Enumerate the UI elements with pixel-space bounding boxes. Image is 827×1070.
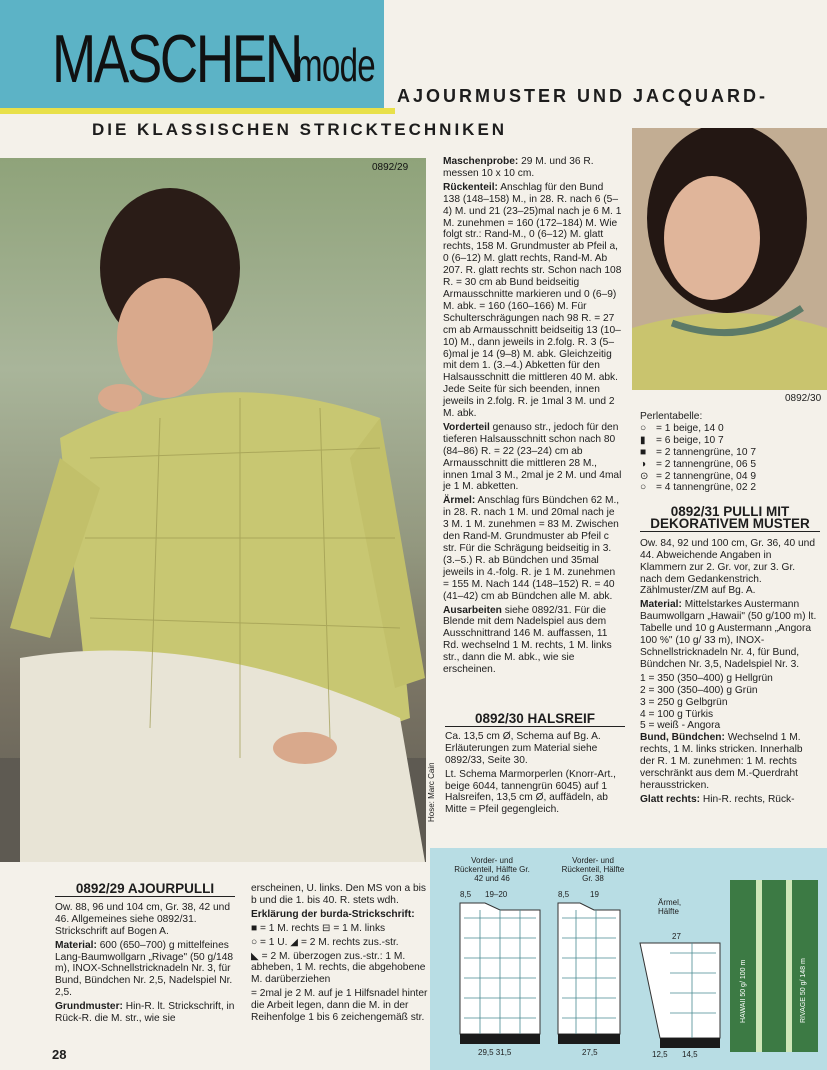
halsreif-section bbox=[445, 713, 625, 818]
page-number: 28 bbox=[52, 1047, 67, 1062]
pulli29-intro: Ow. 88, 96 und 104 cm, Gr. 38, 42 und 46. Allgemeines siehe 0892/31. Strickschrift auf Bogen A. bbox=[55, 901, 230, 937]
finishing-paragraph: Ausarbeiten siehe 0892/31. Für die Blende mit dem Nadelspiel aus dem Ausschnittrand 146 M. auffassen, 11 Rd. wechselnd 1 M. rechts, 1 M. links str., dann die M. abk., wie sie erscheinen. bbox=[443, 604, 612, 676]
pulli31-title-1: 0892/31 PULLI MIT bbox=[670, 504, 790, 519]
legend-title: Erklärung der burda-Strickschrift: bbox=[251, 908, 415, 920]
yarn-swatch-label-2: RIVAGE 50 g/ 148 m bbox=[800, 958, 807, 1023]
model-photo-main bbox=[0, 158, 426, 862]
pulli31-section bbox=[640, 506, 820, 808]
pearl-row: ○ = 4 tannengrüne, 02 2 bbox=[640, 482, 756, 494]
diagram-label-3: Ärmel, Hälfte bbox=[658, 898, 682, 916]
pearl-table bbox=[640, 411, 820, 494]
yarn-item: 2 = 300 (350–400) g Grün bbox=[640, 684, 758, 696]
photo-code: 0892/29 bbox=[372, 162, 409, 173]
dim-label: 8,5 bbox=[460, 890, 472, 899]
magazine-title bbox=[52, 20, 375, 98]
pulli29-section bbox=[55, 883, 235, 1027]
masthead-rule bbox=[0, 108, 395, 114]
yarn-list bbox=[640, 673, 820, 733]
legend-section bbox=[251, 883, 429, 1026]
pulli31-title-2: DEKORATIVEM MUSTER bbox=[640, 518, 820, 532]
pulli29-material: Material: 600 (650–700) g mittelfeines Lang-Baumwollgarn „Rivage" (50 g/148 m), INOX-Schnellstricknadeln Nr. 3, für Bund, Bündchen Nr. 2,5, Nadelspiel Nr. 2,5. bbox=[55, 939, 234, 999]
dim-label: 27 bbox=[672, 932, 681, 941]
halsreif-text: Ca. 13,5 cm Ø, Schema auf Bg. A. Erläuterungen zum Material siehe 0892/33, Seite 30. bbox=[445, 730, 601, 766]
back-paragraph: Rückenteil: Anschlag für den Bund 138 (148–158) M., in 28. R. nach 6 (5–4) M. und 21 (23–25)mal nach je 6 M. 1 M. zunehmen = 160 (172–184) M. Wie folgt str.: Rand-M., 0 (6–12) M. glatt rechts, 158 M. Grundmuster ab Pfeil a, 0 (6–12) M. glatt rechts, Rand-M. Ab 207. R. glatt rechts str. Schon nach 108 R. = 30 cm ab Bund beidseitig Armausschnitte markieren und 0 (6–9) M. abk. = 160 (160–166) M. Für Schulterschrägungen nach 98 R. = 27 cm ab Armausschnitt beidseitig 13 (10–10) M., dann jeweils in 2.folg. R. 3 (5–6)mal je 14 (9–8) M. abk. Gleichzeitig mit dem 1. (3.–4.) Abketten für den Halsausschnitt die mittleren 40 M. abk. Jede Seite für sich beenden, innen jeweils in 2.folg. R. je 1mal 3 M. und 2 M. abk. bbox=[443, 181, 622, 420]
front-paragraph: Vorderteil genauso str., jedoch für den tieferen Halsausschnitt schon nach 80 (84–86) R. = 22 (23–24) cm ab Armausschnitt die mittleren 28 M., innen 1mal 3 M., 2mal je 2 M. und 4mal je 1 M. abketten. bbox=[443, 421, 622, 493]
dim-label: 8,5 bbox=[558, 890, 570, 899]
title-small: mode bbox=[295, 39, 375, 91]
model-photo-side bbox=[632, 128, 827, 390]
schematic-diagrams bbox=[430, 848, 827, 1070]
headline: AJOURMUSTER UND JACQUARD- bbox=[397, 86, 769, 106]
pearl-row: ▮ = 6 beige, 10 7 bbox=[640, 434, 724, 446]
pearl-row: ■ = 2 tannengrüne, 10 7 bbox=[640, 446, 756, 458]
gauge-paragraph: Maschenprobe: 29 M. und 36 R. messen 10 x 10 cm. bbox=[443, 156, 594, 179]
dim-label: 29,5 31,5 bbox=[478, 1048, 512, 1057]
yarn-item: 4 = 100 g Türkis bbox=[640, 708, 714, 720]
dim-label: 27,5 bbox=[582, 1048, 598, 1057]
diagram-label-1: Vorder- und Rückenteil, Hälfte Gr. 42 und 46 bbox=[454, 856, 530, 883]
pearl-table-title: Perlentabelle: bbox=[640, 411, 703, 422]
pulli31-bund: Bund, Bündchen: Wechselnd 1 M. rechts, 1 M. links stricken. Innerhalb der R. 1 M. zunehmen: 1 M. rechts verschränkt aus dem M.-Querdraht herausstricken. bbox=[640, 732, 803, 791]
legend-intro: erscheinen, U. links. Den MS von a bis b und die 1. bis 40. R. stets wdh. bbox=[251, 883, 426, 906]
pulli29-title: 0892/29 AJOURPULLI bbox=[55, 883, 235, 897]
title-big: MASCHEN bbox=[52, 21, 301, 97]
dim-label: 19 bbox=[590, 890, 599, 899]
subheadline: DIE KLASSISCHEN STRICKTECHNIKEN bbox=[92, 120, 508, 139]
yarn-item: 1 = 350 (350–400) g Hellgrün bbox=[640, 672, 773, 684]
pulli31-glatt: Glatt rechts: Hin-R. rechts, Rück- bbox=[640, 793, 795, 805]
dim-label: 19–20 bbox=[485, 890, 508, 899]
pearl-row: ⊙ = 2 tannengrüne, 04 9 bbox=[640, 470, 756, 482]
model-illustration bbox=[0, 158, 426, 862]
legend-row: ○ = 1 U. ◢ = 2 M. rechts zus.-str. bbox=[251, 936, 399, 948]
legend-cable: = 2mal je 2 M. auf je 1 Hilfsnadel hinter die Arbeit legen, dann die M. in der Reihenfolge 1 bis 6 zeichengemäß str. bbox=[251, 988, 428, 1024]
pearl-row: ◑ = 2 tannengrüne, 06 5 bbox=[640, 458, 756, 470]
photo-side-code: 0892/30 bbox=[785, 393, 822, 404]
yarn-swatch-label-1: HAWAII 50 g/ 100 m bbox=[740, 959, 747, 1023]
dim-label: 12,5 bbox=[652, 1050, 668, 1059]
pulli31-intro: Ow. 84, 92 und 100 cm, Gr. 36, 40 und 44. Abweichende Angaben in Klammern zur 2. Gr. vor, zur 3. Gr. nach dem Gedankenstrich. Zählmuster/ZM auf Bg. A. bbox=[640, 537, 815, 597]
halsreif-text2: Lt. Schema Marmorperlen (Knorr-Art., beige 6044, tannengrün 6045) auf 1 Halsreifen, 13,5 cm Ø, auffädeln, ab Mitte = Pfeil gegengleich. bbox=[445, 768, 616, 816]
knitting-schematics bbox=[430, 848, 827, 1070]
yarn-item: 3 = 250 g Gelbgrün bbox=[640, 696, 728, 708]
model-portrait bbox=[632, 128, 827, 390]
sleeve-paragraph: Ärmel: Anschlag fürs Bündchen 62 M., in 28. R. nach 1 M. und 20mal nach je 3 M. 1 M. zunehmen = 83 M. Zwischen den Rand-M. Grundmuster ab Pfeil c str. Für die Schrägung beidseitig in 3. (3.–5.) R. ab Bündchen und 35mal jeweils in 4.-folg. R. je 1 M. zunehmen = 155 M. Nach 144 (148–152) R. = 40 (41–42) cm ab Bündchen alle M. abk. bbox=[443, 495, 620, 602]
diagram-label-2: Vorder- und Rückenteil, Hälfte Gr. 38 bbox=[561, 856, 625, 883]
pulli29-pattern: Grundmuster: Hin-R. lt. Strickschrift, in Rück-R. die M. str., wie sie bbox=[55, 1001, 235, 1025]
legend-row: ■ = 1 M. rechts ⊟ = 1 M. links bbox=[251, 922, 386, 934]
instructions-column bbox=[443, 156, 623, 678]
legend-row: ◣ = 2 M. überzogen zus.-str.: 1 M. abheben, 1 M. rechts, die abgehobene M. darüberziehen bbox=[251, 950, 426, 986]
yarn-item: 5 = weiß - Angora bbox=[640, 720, 721, 732]
pearl-row: ○ = 1 beige, 14 0 bbox=[640, 422, 724, 434]
halsreif-title: 0892/30 HALSREIF bbox=[445, 713, 625, 727]
pulli31-material: Material: Mittelstarkes Austermann Baumwollgarn „Hawaii" (50 g/100 m) lt. Tabelle und 10 g Austermann „Angora 100 %" (10 g/ 33 m), INOX-Schnellstricknadeln Nr. 4, für Bund, Bündchen Nr. 3,5, Nadelspiel Nr. 3. bbox=[640, 599, 817, 670]
dim-label: 14,5 bbox=[682, 1050, 698, 1059]
